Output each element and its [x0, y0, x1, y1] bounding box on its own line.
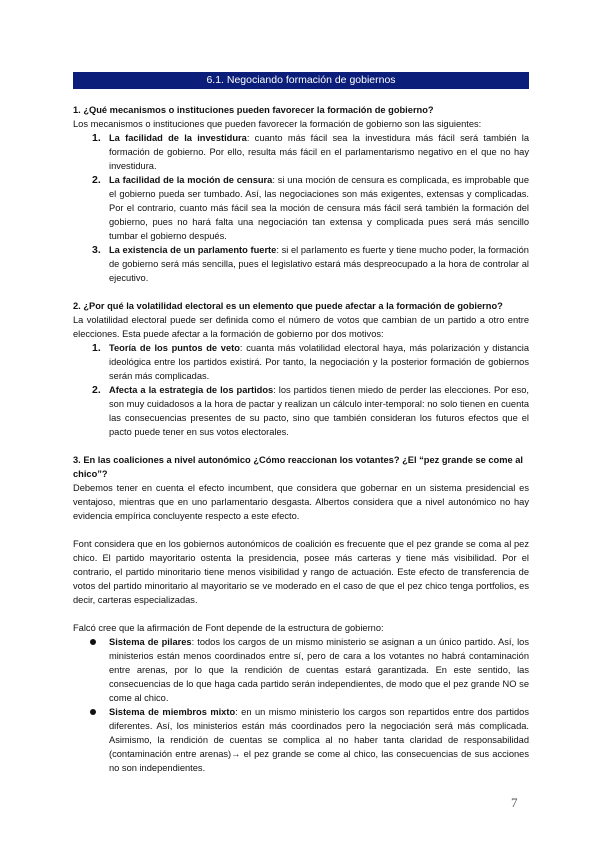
- bullet-title: Sistema de pilares: [109, 637, 192, 647]
- list-number: 1.: [92, 132, 101, 144]
- list-number: 3.: [92, 244, 101, 256]
- question-3-paragraph-3: Falcó cree que la afirmación de Font depende de la estructura de gobierno:: [73, 623, 384, 633]
- list-item-text: : si el parlamento es fuerte y tiene mucho poder, la formación de gobierno será más sencilla, pues el legislativo estará más despreocupado a la hora de controlar al ejecutivo.: [109, 245, 529, 283]
- section-title: 6.1. Negociando formación de gobiernos: [73, 72, 529, 89]
- question-2-list: [73, 341, 529, 439]
- question-3-bullets: [73, 635, 529, 775]
- question-3: 3. En las coaliciones a nivel autonómico ¿Cómo reaccionan los votantes? ¿El “pez grande se come al chico”?: [73, 455, 523, 479]
- list-item-text: : cuanta más volatilidad electoral haya, más polarización y distancia ideológica entre los partidos existirá. Por tanto, la negociación y la posterior formación de gobiernos serán más complicadas.: [109, 343, 529, 381]
- question-2-intro: La volatilidad electoral puede ser definida como el número de votos que cambian de un partido a otro entre elecciones. Esta puede afectar a la formación de gobierno por dos motivos:: [73, 315, 529, 339]
- list-number: 2.: [92, 174, 101, 186]
- page-number: 7: [511, 795, 518, 810]
- list-item-title: La facilidad de la investidura: [109, 133, 247, 143]
- list-item-text: : cuanto más fácil sea la investidura más fácil será también la formación de gobierno. Por ello, resulta más fácil en el parlamentarismo negativo en el que no hay investidura.: [109, 133, 529, 171]
- question-1: 1. ¿Qué mecanismos o instituciones pueden favorecer la formación de gobierno?: [73, 105, 434, 115]
- list-item: [73, 173, 529, 243]
- bullet-icon: [90, 639, 96, 645]
- list-item-text: : si una moción de censura es complicada, es improbable que el gobierno pueda ser tumbado. Así, las negociaciones son más exigentes, extensas y complicadas. Por el contrario, cuanto más fácil sea la moción de censura más fácil será también la formación del gobierno, pues no hará falta una negociación tan extensa y complicada pues será más sencillo tumbar el gobierno después.: [109, 175, 529, 241]
- bullet-title: Sistema de miembros mixto: [109, 707, 236, 717]
- bullet-text: : en un mismo ministerio los cargos son repartidos entre dos partidos diferentes. Así, los ministerios están más coordinados pero la negociación será más complicada. Asimismo, la rendición de cuentas se complica al no haber tanta claridad de responsabilidad (contaminación entre arenas)→ el pez grande se come al chico, las consecuencias de sus acciones no son independientes.: [109, 707, 529, 773]
- question-3-paragraph-2: Font considera que en los gobiernos autonómicos de coalición es frecuente que el pez grande se coma al pez chico. El partido mayoritario ostenta la presidencia, posee más carteras y tiene más visibilidad. Por el contrario, el partido minoritario tiene menos visibilidad y rango de actuación. Este efecto de transferencia de votos del partido minoritario al mayoritario se ve moderado en el caso de que el pez chico tenga portfolios, es decir, carteras especializadas.: [73, 539, 529, 605]
- bullet-text: : todos los cargos de un mismo ministerio se asignan a un único partido. Así, los ministerios están menos coordinados entre sí, pero de cara a los votantes no habrá contaminación entre arenas, por lo que la rendición de cuentas estará garantizada. En este sentido, las consecuencias de lo que haga cada partido serán independientes, de modo que el pez grande NO se come al chico.: [109, 637, 529, 703]
- question-2: 2. ¿Por qué la volatilidad electoral es un elemento que puede afectar a la formación de gobierno?: [73, 301, 503, 311]
- question-3-paragraph-1: Debemos tener en cuenta el efecto incumbent, que considera que gobernar en un sistema presidencial es ventajoso, mientras que en uno parlamentario desgasta. Albertos considera que a nivel autonómico no hay evidencia empírica concluyente respecto a este efecto.: [73, 483, 529, 521]
- list-item: [73, 341, 529, 383]
- list-item-title: Teoría de los puntos de veto: [109, 343, 240, 353]
- document-page: [73, 72, 529, 775]
- list-number: 2.: [92, 384, 101, 396]
- list-item-title: La existencia de un parlamento fuerte: [109, 245, 277, 255]
- list-number: 1.: [92, 342, 101, 354]
- list-item: [73, 383, 529, 439]
- bullet-item: [73, 705, 529, 775]
- question-1-list: [73, 131, 529, 285]
- bullet-item: [73, 635, 529, 705]
- bullet-icon: [90, 709, 96, 715]
- list-item-title: Afecta a la estrategia de los partidos: [109, 385, 274, 395]
- list-item: [73, 131, 529, 173]
- list-item-title: La facilidad de la moción de censura: [109, 175, 273, 185]
- question-1-intro: Los mecanismos o instituciones que pueden favorecer la formación de gobierno son las siguientes:: [73, 119, 482, 129]
- list-item-text: : los partidos tienen miedo de perder las elecciones. Por eso, son muy cuidadosos a la hora de pactar y realizan un cálculo inter-temporal: no solo tienen en cuenta las consecuencias presentes de su pacto, sino que también consideran los futuros efectos que el pacto puede tener en sus votos electorales.: [109, 385, 529, 437]
- list-item: [73, 243, 529, 285]
